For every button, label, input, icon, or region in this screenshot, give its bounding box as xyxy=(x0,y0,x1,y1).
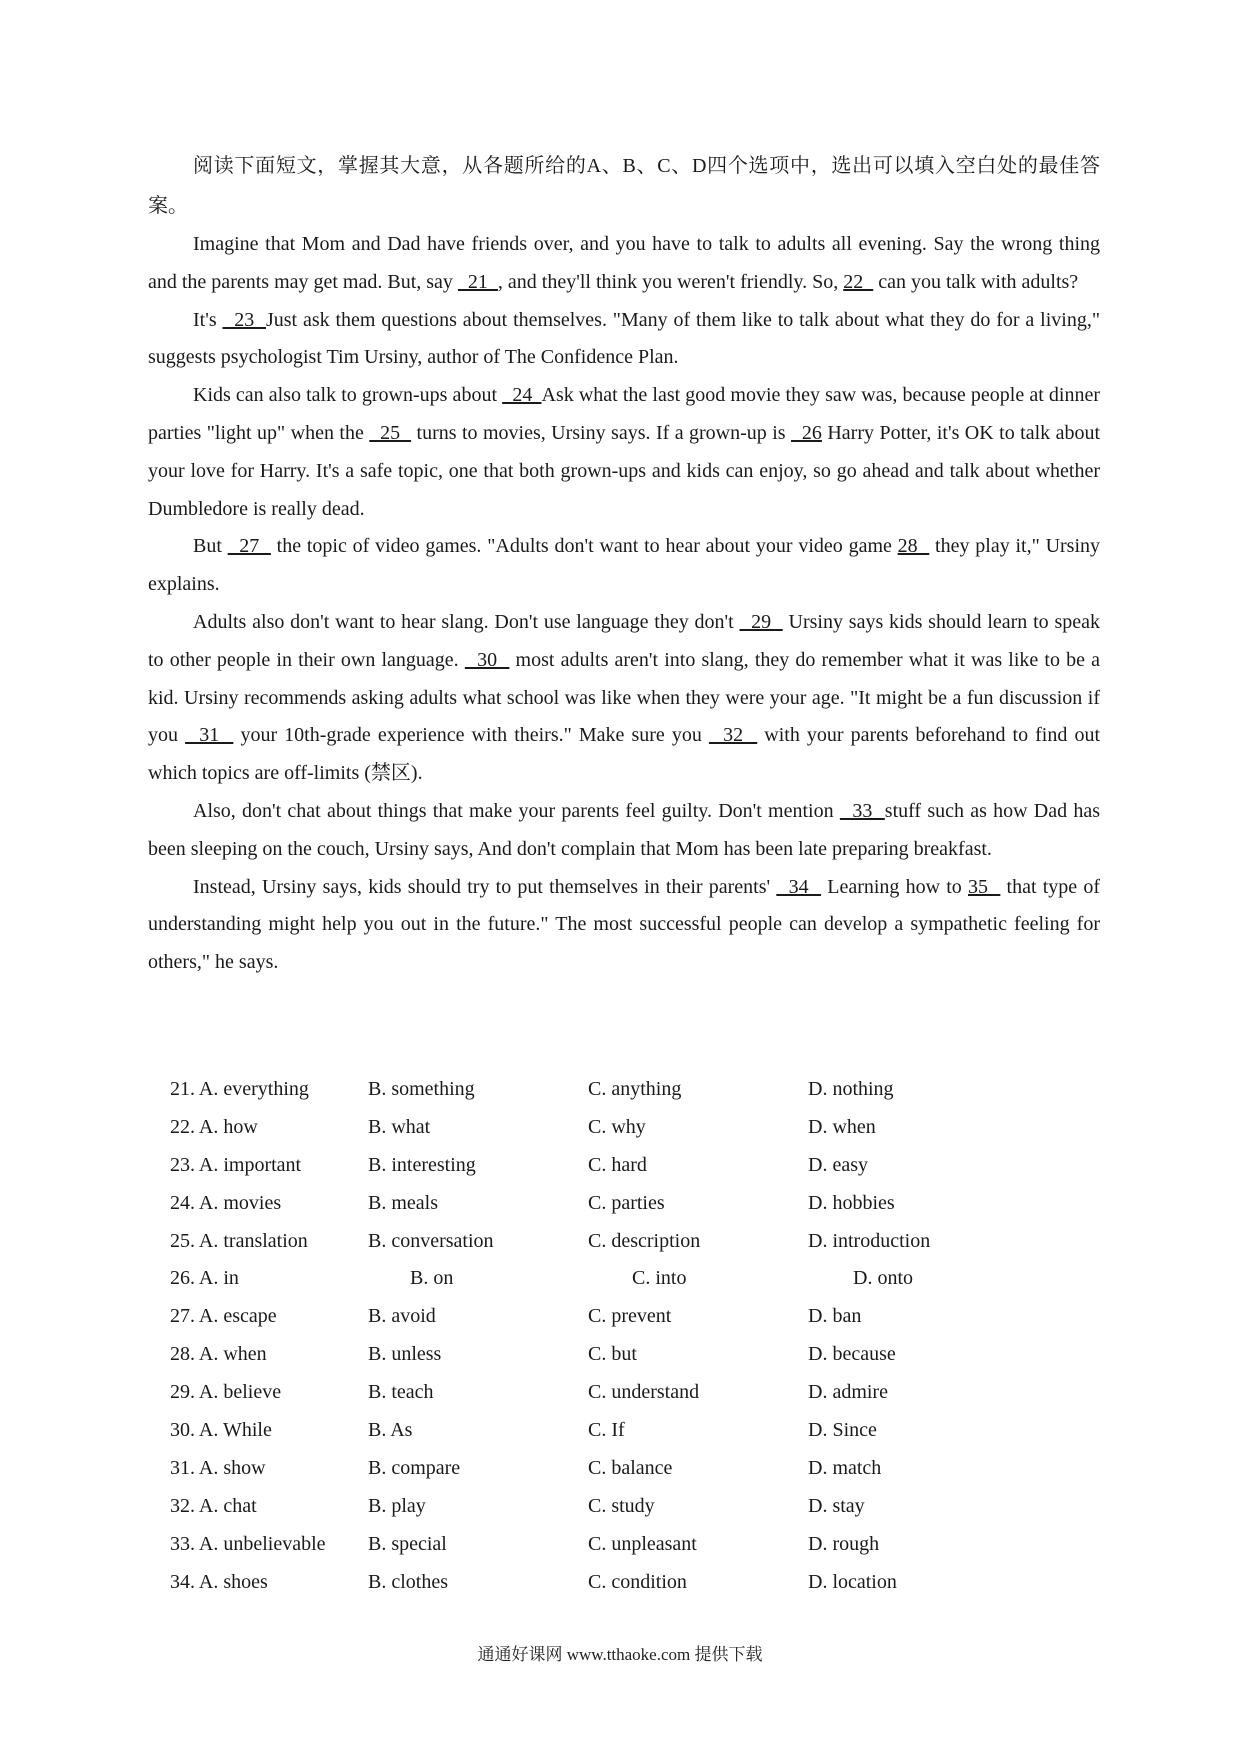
option-a xyxy=(170,1488,257,1526)
paragraph-text: that type of understanding might help you out in the future." The most successful people can develop a sympathetic feeling for others," he says. xyxy=(148,875,1101,974)
answer-blank: 28 xyxy=(897,535,930,558)
answer-blank: 26 xyxy=(791,421,822,444)
option-text: C. parties xyxy=(588,1191,665,1214)
answer-blank: 32 xyxy=(708,724,758,747)
option-text: B. special xyxy=(368,1532,447,1555)
option-text: D. ban xyxy=(808,1305,862,1328)
option-text: B. conversation xyxy=(368,1229,494,1252)
paragraph-text: your 10th-grade experience with theirs." Make sure you xyxy=(233,724,709,747)
option-text: D. easy xyxy=(808,1153,868,1176)
option-text: B. teach xyxy=(368,1381,434,1404)
option-b xyxy=(368,1450,460,1488)
option-text: C. unpleasant xyxy=(588,1532,697,1555)
option-text: B. on xyxy=(410,1267,454,1290)
paragraph-text: stuff such as how Dad has been sleeping on the couch, Ursiny says, And don't complain that Mom has been late preparing breakfast. xyxy=(148,799,1100,860)
question-row xyxy=(170,1185,1070,1223)
question-row xyxy=(170,1526,1070,1564)
paragraph-text: Just ask them questions about themselves. "Many of them like to talk about what they do for a living," suggests psychologist Tim Ursiny, author of The Confidence Plan. xyxy=(148,308,1101,369)
paragraph-text: But xyxy=(193,535,228,558)
option-text: B. play xyxy=(368,1494,426,1517)
option-d xyxy=(808,1564,897,1602)
option-text: C. anything xyxy=(588,1078,682,1100)
option-a xyxy=(170,1564,268,1602)
question-row xyxy=(170,1147,1070,1185)
option-text: A. how xyxy=(198,1115,258,1138)
question-row xyxy=(170,1412,1070,1450)
question-row xyxy=(170,1298,1070,1336)
option-text: D. because xyxy=(808,1343,896,1366)
option-text: D. nothing xyxy=(808,1078,894,1100)
option-c xyxy=(588,1223,700,1261)
option-b xyxy=(368,1412,412,1450)
option-text: A. when xyxy=(198,1343,267,1366)
question-row xyxy=(170,1223,1070,1261)
option-text: D. hobbies xyxy=(808,1191,895,1214)
option-c xyxy=(588,1564,687,1602)
option-text: D. when xyxy=(808,1115,876,1138)
option-c xyxy=(588,1412,625,1450)
option-d xyxy=(808,1223,930,1261)
option-b xyxy=(368,1071,475,1109)
option-text: A. chat xyxy=(198,1494,257,1517)
option-text: B. interesting xyxy=(368,1153,476,1176)
answer-blank: 33 xyxy=(839,799,885,822)
paragraph-text: Also, don't chat about things that make your parents feel guilty. Don't mention xyxy=(193,799,840,822)
option-a xyxy=(170,1185,281,1223)
paragraph-text: Imagine that Mom and Dad have friends over, and you have to talk to adults all evening. Say the wrong thing and the parents may get mad. But, say xyxy=(148,233,1100,293)
option-text: B. something xyxy=(368,1078,475,1100)
answer-blank: 35 xyxy=(968,875,1001,898)
option-text: C. balance xyxy=(588,1456,673,1479)
option-text: D. admire xyxy=(808,1381,888,1404)
option-b xyxy=(368,1298,436,1336)
option-b xyxy=(368,1147,476,1185)
paragraph-text: Harry Potter, it's OK to talk about your love for Harry. It's a safe topic, one that both grown-ups and kids can enjoy, so go ahead and talk about whether Dumbledore is really dead. xyxy=(148,421,1101,520)
option-text: C. hard xyxy=(588,1153,647,1176)
paragraph-text: turns to movies, Ursiny says. If a grown-up is xyxy=(411,421,792,444)
option-a xyxy=(170,1336,267,1374)
option-a xyxy=(170,1526,326,1564)
option-b xyxy=(368,1109,430,1147)
option-text: C. into xyxy=(632,1267,687,1290)
cloze-passage xyxy=(148,146,1100,982)
option-text: C. If xyxy=(588,1419,625,1442)
option-text: C. condition xyxy=(588,1570,687,1593)
answer-blank: 23 xyxy=(222,308,266,331)
option-d xyxy=(853,1260,913,1298)
question-number: 25. xyxy=(170,1229,195,1252)
question-row xyxy=(170,1071,1070,1109)
answer-options xyxy=(170,1071,1070,1601)
question-number: 28. xyxy=(170,1343,195,1366)
option-c xyxy=(588,1185,665,1223)
option-text: B. avoid xyxy=(368,1305,436,1328)
question-number: 23. xyxy=(170,1153,195,1176)
option-d xyxy=(808,1412,877,1450)
passage-paragraph xyxy=(148,793,1100,869)
option-a xyxy=(170,1412,272,1450)
option-text: D. rough xyxy=(808,1532,880,1555)
question-row xyxy=(170,1374,1070,1412)
option-b xyxy=(368,1185,438,1223)
option-text: D. location xyxy=(808,1570,897,1593)
option-text: A. believe xyxy=(198,1381,282,1404)
option-d xyxy=(808,1526,879,1564)
option-b xyxy=(368,1336,441,1374)
option-text: A. unbelievable xyxy=(198,1532,326,1555)
option-d xyxy=(808,1488,865,1526)
paragraph-text: Ursiny says kids should learn to speak to other people in their own language. xyxy=(148,610,1101,671)
passage-paragraph xyxy=(148,869,1100,982)
question-number: 33. xyxy=(170,1532,195,1555)
question-row xyxy=(170,1109,1070,1147)
option-c xyxy=(588,1071,681,1109)
passage-paragraph xyxy=(148,528,1100,604)
option-text: D. Since xyxy=(808,1419,877,1442)
question-number: 31. xyxy=(170,1456,195,1479)
option-text: A. movies xyxy=(198,1191,282,1214)
option-text: D. introduction xyxy=(808,1229,931,1252)
option-b xyxy=(368,1374,434,1412)
option-a xyxy=(170,1298,277,1336)
option-d xyxy=(808,1450,881,1488)
question-number: 27. xyxy=(170,1305,195,1328)
option-text: D. match xyxy=(808,1456,882,1479)
paragraph-text: most adults aren't into slang, they do remember what it was like to be a kid. Ursiny recommends asking adults what school was like when they were your age. "It might be a fun discussion if you xyxy=(148,648,1101,747)
passage-paragraph xyxy=(148,377,1100,528)
question-row xyxy=(170,1336,1070,1374)
passage-paragraph xyxy=(148,226,1100,302)
option-text: B. As xyxy=(368,1419,413,1442)
question-number: 22. xyxy=(170,1115,195,1138)
option-text: A. translation xyxy=(198,1229,308,1252)
option-d xyxy=(808,1109,876,1147)
answer-blank: 34 xyxy=(776,875,822,898)
answer-blank: 25 xyxy=(369,421,412,444)
paragraph-text: It's xyxy=(193,308,223,331)
option-text: C. but xyxy=(588,1343,637,1366)
option-c xyxy=(588,1147,647,1185)
option-text: D. onto xyxy=(853,1267,913,1290)
question-number: 21. xyxy=(170,1078,195,1100)
passage-paragraph xyxy=(148,302,1100,378)
paragraph-text: Kids can also talk to grown-ups about xyxy=(193,384,503,407)
option-text: B. meals xyxy=(368,1191,438,1214)
option-d xyxy=(808,1374,888,1412)
option-d xyxy=(808,1185,895,1223)
option-c xyxy=(588,1526,697,1564)
answer-blank: 30 xyxy=(464,648,510,671)
option-c xyxy=(588,1488,655,1526)
option-text: B. compare xyxy=(368,1456,461,1479)
paragraph-text: can you talk with adults? xyxy=(873,270,1079,293)
option-d xyxy=(808,1147,868,1185)
option-b xyxy=(368,1223,494,1261)
option-b xyxy=(410,1260,453,1298)
paragraph-text: with your parents beforehand to find out which topics are off-limits (禁区). xyxy=(148,724,1100,785)
option-text: A. shoes xyxy=(198,1570,268,1593)
answer-blank: 29 xyxy=(739,610,783,633)
option-b xyxy=(368,1488,426,1526)
question-number: 29. xyxy=(170,1381,195,1404)
question-row xyxy=(170,1450,1070,1488)
option-text: A. escape xyxy=(198,1305,277,1328)
option-text: A. everything xyxy=(198,1078,309,1100)
option-text: C. description xyxy=(588,1229,701,1252)
option-text: B. clothes xyxy=(368,1570,448,1593)
question-number: 26. xyxy=(170,1267,195,1290)
answer-blank: 31 xyxy=(185,724,234,747)
question-number: 32. xyxy=(170,1494,195,1517)
option-a xyxy=(170,1260,239,1298)
option-text: A. in xyxy=(198,1267,239,1290)
option-b xyxy=(368,1564,448,1602)
option-b xyxy=(368,1526,447,1564)
instruction: 阅读下面短文，掌握其大意，从各题所给的A、B、C、D四个选项中，选出可以填入空白处的最佳答案。 xyxy=(148,155,1100,217)
question-number: 30. xyxy=(170,1419,195,1442)
answer-blank: 21 xyxy=(457,270,498,293)
option-text: A. show xyxy=(198,1456,266,1479)
option-a xyxy=(170,1109,258,1147)
question-row xyxy=(170,1260,1070,1298)
option-d xyxy=(808,1071,894,1109)
option-a xyxy=(170,1147,301,1185)
question-number: 24. xyxy=(170,1191,195,1214)
option-a xyxy=(170,1450,266,1488)
option-text: C. prevent xyxy=(588,1305,672,1328)
option-text: C. understand xyxy=(588,1381,700,1404)
paragraph-text: Learning how to xyxy=(821,875,968,898)
option-text: B. what xyxy=(368,1115,431,1138)
paragraph-text: , and they'll think you weren't friendly. So, xyxy=(497,270,844,293)
answer-blank: 24 xyxy=(502,384,542,407)
option-c xyxy=(632,1260,686,1298)
option-text: D. stay xyxy=(808,1494,865,1517)
option-c xyxy=(588,1374,699,1412)
paragraph-text: Ask what the last good movie they saw was, because people at dinner parties "light up" when the xyxy=(148,384,1100,444)
question-row xyxy=(170,1564,1070,1602)
option-c xyxy=(588,1109,646,1147)
option-text: C. why xyxy=(588,1115,646,1138)
option-text: C. study xyxy=(588,1494,655,1517)
option-a xyxy=(170,1071,309,1109)
paragraph-text: the topic of video games. "Adults don't want to hear about your video game xyxy=(270,535,898,558)
option-text: A. important xyxy=(198,1153,302,1176)
paragraph-text: Adults also don't want to hear slang. Don't use language they don't xyxy=(193,610,740,633)
question-row xyxy=(170,1488,1070,1526)
option-text: B. unless xyxy=(368,1343,442,1366)
paragraph-text: Instead, Ursiny says, kids should try to put themselves in their parents' xyxy=(193,875,777,898)
answer-blank: 22 xyxy=(843,270,874,293)
question-number: 34. xyxy=(170,1570,195,1593)
option-c xyxy=(588,1336,637,1374)
option-text: A. While xyxy=(198,1419,272,1442)
option-c xyxy=(588,1298,671,1336)
option-a xyxy=(170,1223,308,1261)
option-d xyxy=(808,1336,896,1374)
option-a xyxy=(170,1374,281,1412)
passage-paragraph xyxy=(148,604,1100,793)
footer-text: 通通好课网 www.tthaoke.com 提供下载 xyxy=(477,1645,763,1664)
option-c xyxy=(588,1450,672,1488)
answer-blank: 27 xyxy=(227,535,271,558)
option-d xyxy=(808,1298,861,1336)
paragraph-text: they play it," Ursiny explains. xyxy=(148,535,1101,596)
